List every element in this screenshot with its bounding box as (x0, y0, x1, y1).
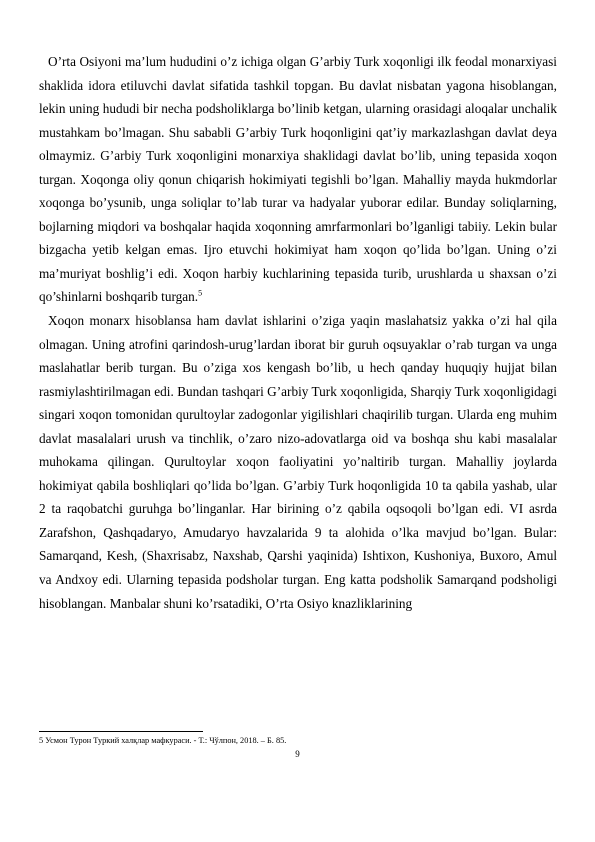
paragraph-2-text: Xoqon monarx hisoblansa ham davlat ishlarini o’ziga yaqin maslahatsiz yakka o’zi hal qila olmagan. Uning atrofini qarindosh-urug’lardan iborat bir guruh oqsuyaklar o’rab turgan va unga maslahatlar berib turgan. Bu o’ziga xos kengash bo’lib, u hech qanday huquqiy hujjat bilan rasmiylashtirilmagan edi. Bundan tashqari G’arbiy Turk xoqonligida, Sharqiy Turk xoqonligidagi singari xoqon tomonidan qurultoylar zadogonlar yigilishlari chaqirilib turgan. Ularda eng muhim davlat masalalari urush va tinchlik, o’zaro nizo-adovatlarga oid va boshqa shu kabi masalalar muhokama qilingan. Qurultoylar xoqon faoliyatini yo’naltirib turgan. Mahalliy joylarda hokimiyat qabila boshliqlari qo’lida bo’lgan. G’arbiy Turk hoqonligida 10 ta qabila yashab, ular 2 ta raqobatchi guruhga bo’linganlar. Har birining o’z qabila oqsoqoli bo’lgan edi. VI asrda Zarafshon, Qashqadaryo, Amudaryo havzalarida 9 ta alohida o’lka mavjud bo’lgan. Bular: Samarqand, Kesh, (Shaxrisabz, Naxshab, Qarshi yaqinida) Ishtixon, Kushoniya, Buxoro, Amul va Andxoy edi. Ularning tepasida podsholar turgan. Eng katta podsholik Samarqand podsholigi hisoblangan. Manbalar shuni ko’rsatadiki, O’rta Osiyo knazliklarining (39, 313, 557, 611)
paragraph-1-text: O’rta Osiyoni ma’lum hududini o’z ichiga olgan G’arbiy Turk xoqonligi ilk feodal monarxiyasi shaklida idora etiluvchi davlat sifatida tashkil topgan. Bu davlat nisbatan yagona hisoblangan, lekin uning hududi bir necha podsholiklarga bo’linib ketgan, ularning orasidagi aloqalar unchalik mustahkam bo’lmagan. Shu sababli G’arbiy Turk hoqonligini qat’iy markazlashgan davlat deya olmaymiz. G’arbiy Turk xoqonligini monarxiya shaklidagi davlat bo’lib, uning tepasida xoqon turgan. Xoqonga oliy qonun chiqarish hokimiyati tegishli bo’lgan. Mahalliy mayda hukmdorlar xoqonga bo’ysunib, unga soliqlar to’lab turar va hadyalar yuborar edilar. Bunday soliqlarning, bojlarning miqdori va boshqalar haqida xoqonning amrfarmonlari bo’lganligi tabiiy. Lekin bular bizgacha yetib kelgan emas. Ijro etuvchi hokimiyat ham xoqon qo’lida bo’lgan. Uning o’zi ma’muriyat boshlig’i edi. Xoqon harbiy kuchlarining tepasida turib, urushlarda u shaxsan o’zi qo’shinlarni boshqarib turgan. (39, 54, 557, 305)
footnote-reference[interactable]: 5 (198, 289, 203, 299)
body-text (39, 50, 557, 615)
footnote-divider (39, 731, 203, 732)
paragraph-2 (39, 309, 557, 615)
paragraph-1 (39, 50, 557, 309)
footnote: 5 Усмон Турон Туркий халқлар мафкураси. - Т.: Чўлпон, 2018. – Б. 85. (39, 736, 287, 745)
page-number: 9 (295, 749, 300, 759)
